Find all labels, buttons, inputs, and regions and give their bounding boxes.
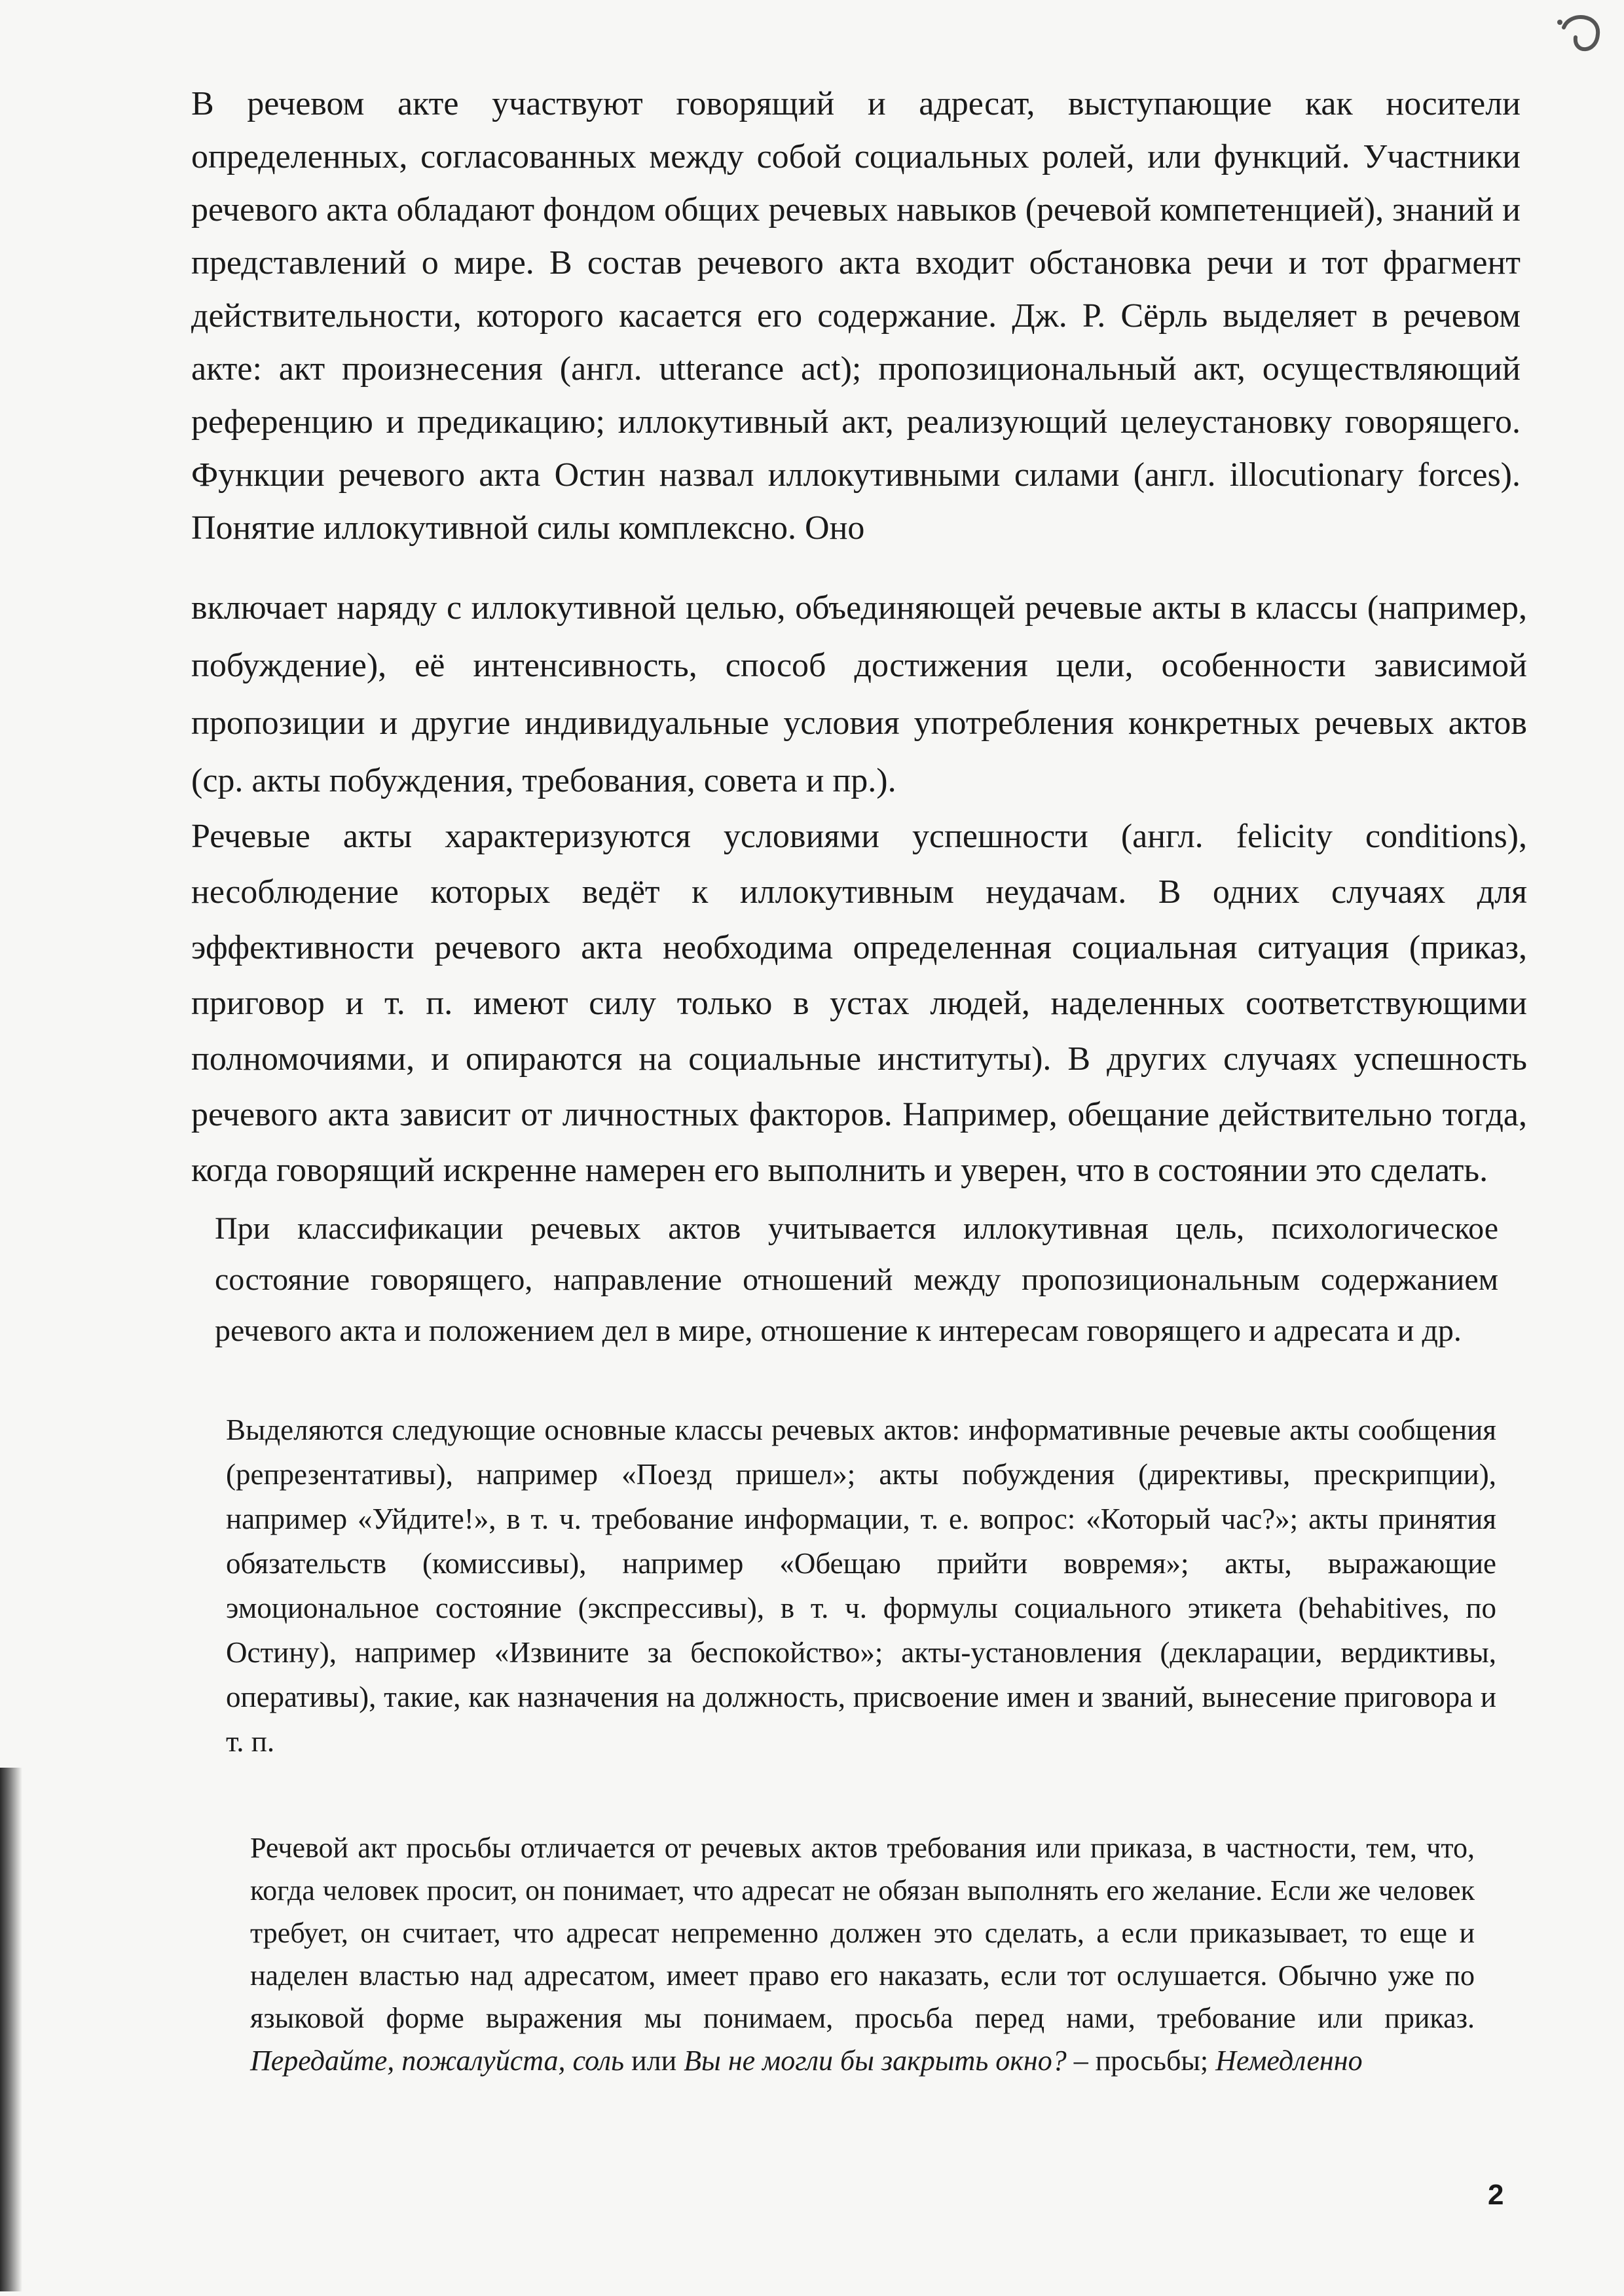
example-immediately: Немедленно (1215, 2045, 1363, 2077)
paragraph-felicity-conditions: Речевые акты характеризуются условиями успешности (англ. felicity conditions), несоблюдение которых ведёт к иллокутивным неудачам. В одних случаях для эффективности речевого акта необходима определенная социальная ситуация (приказ, приговор и т. п. имеют силу только в устах людей, наделенных соответствующими полномочиями, и опираются на социальные институты). В других случаях успешность речевого акта зависит от личностных факторов. Например, обещание действительно тогда, когда говорящий искренне намерен его выполнить и уверен, что в состоянии это сделать. (191, 818, 1527, 1189)
paragraph-illocutionary-force: включает наряду с иллокутивной целью, объединяющей речевые акты в классы (например, побуждение), её интенсивность, способ достижения цели, особенности зависимой пропозиции и другие индивидуальные условия употребления конкретных речевых актов (ср. акты побуждения, требования, совета и пр.). (191, 589, 1527, 799)
request-text-3: – просьбы; (1066, 2045, 1216, 2077)
page-number: 2 (1488, 2179, 1504, 2211)
corner-scribble-icon (1551, 8, 1610, 67)
example-pass-salt: Передайте, пожалуйста, соль (250, 2045, 625, 2077)
paragraph-request-speech-act (250, 1827, 1475, 2082)
paragraph-speech-act-classes: Выделяются следующие основные классы речевых актов: информативные речевые акты сообщения (репрезентативы), например «Поезд пришел»; акты побуждения (директивы, прескрипции), например «Уйдите!», в т. ч. требование информации, т. е. вопрос: «Который час?»; акты принятия обязательств (комиссивы), например «Обещаю прийти вовремя»; акты, выражающие эмоциональное состояние (экспрессивы), в т. ч. формулы социального этикета (behabitives, по Остину), например «Извините за беспокойство»; акты-установления (декларации, вердиктивы, оперативы), такие, как назначения на должность, присвоение имен и званий, вынесение приговора и т. п. (226, 1413, 1496, 1758)
scan-binding-shadow (0, 1768, 22, 2291)
request-text-2: или (624, 2045, 684, 2077)
example-close-window: Вы не могли бы закрыть окно? (684, 2045, 1067, 2077)
paragraph-classification-criteria: При классификации речевых актов учитывается иллокутивная цель, психологическое состояние говорящего, направление отношений между пропозициональным содержанием речевого акта и положением дел в мире, отношение к интересам говорящего и адресата и др. (215, 1211, 1498, 1348)
paragraph-speech-act-participants: В речевом акте участвуют говорящий и адресат, выступающие как носители определенных, согласованных между собой социальных ролей, или функций. Участники речевого акта обладают фондом общих речевых навыков (речевой компетенцией), знаний и представлений о мире. В состав речевого акта входит обстановка речи и тот фрагмент действительности, которого касается его содержание. Дж. Р. Сёрль выделяет в речевом акте: акт произнесения (англ. utterance act); пропозициональный акт, осуществляющий референцию и предикацию; иллокутивный акт, реализующий целеустановку говорящего. Функции речевого акта Остин назвал иллокутивными силами (англ. illocutionary forces). Понятие иллокутивной силы комплексно. Оно (191, 85, 1521, 547)
request-text-1: Речевой акт просьбы отличается от речевых актов требования или приказа, в частности, тем, что, когда человек просит, он понимает, что адресат не обязан выполнять его желание. Если же человек требует, он считает, что адресат непременно должен это сделать, а если приказывает, то еще и наделен властью над адресатом, имеет право его наказать, если тот ослушается. Обычно уже по языковой форме выражения мы понимаем, просьба перед нами, требование или приказ. (250, 1832, 1475, 2034)
